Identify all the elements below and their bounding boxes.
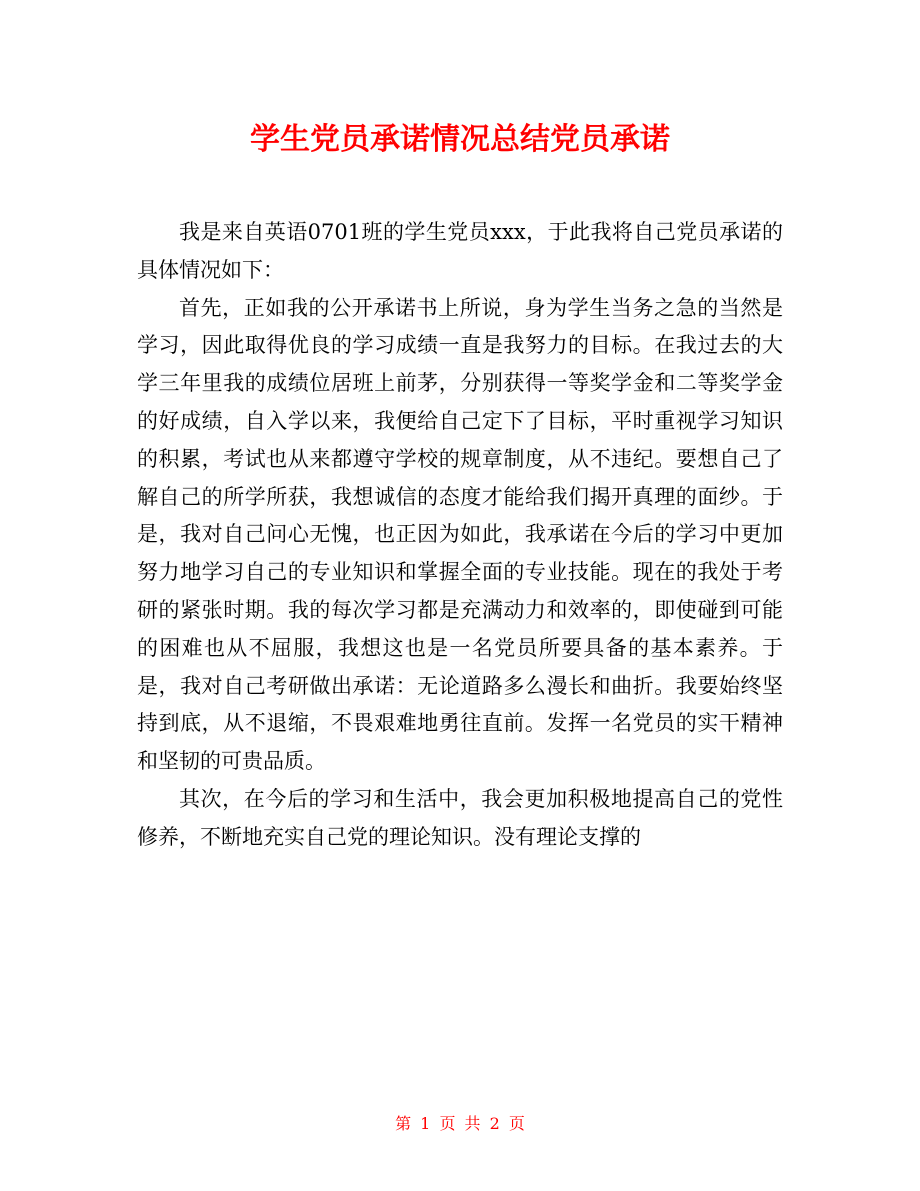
page-number-footer: 第 1 页 共 2 页	[395, 1114, 525, 1133]
paragraph-intro: 我是来自英语0701班的学生党员xxx，于此我将自己党员承诺的具体情况如下：	[137, 220, 783, 282]
document-body	[137, 214, 783, 857]
paragraph-first: 首先，正如我的公开承诺书上所说，身为学生当务之急的当然是学习，因此取得优良的学习成绩一直是我努力的目标。在我过去的大学三年里我的成绩位居班上前茅，分别获得一等奖学金和二等奖学金的好成绩，自入学以来，我便给自己定下了目标，平时重视学习知识的积累，考试也从来都遵守学校的规章制度，从不违纪。要想自己了解自己的所学所获，我想诚信的态度才能给我们揭开真理的面纱。于是，我对自己问心无愧，也正因为如此，我承诺在今后的学习中更加努力地学习自己的专业知识和掌握全面的专业技能。现在的我处于考研的紧张时期。我的每次学习都是充满动力和效率的，即使碰到可能的困难也从不屈服，我想这也是一名党员所要具备的基本素养。于是，我对自己考研做出承诺：无论道路多么漫长和曲折。我要始终坚持到底，从不退缩，不畏艰难地勇往直前。发挥一名党员的实干精神和坚韧的可贵品质。	[137, 295, 783, 774]
paragraph-second: 其次，在今后的学习和生活中，我会更加积极地提高自己的党性修养，不断地充实自己党的理论知识。没有理论支撑的	[137, 786, 783, 849]
document-title: 学生党员承诺情况总结党员承诺	[250, 122, 670, 157]
